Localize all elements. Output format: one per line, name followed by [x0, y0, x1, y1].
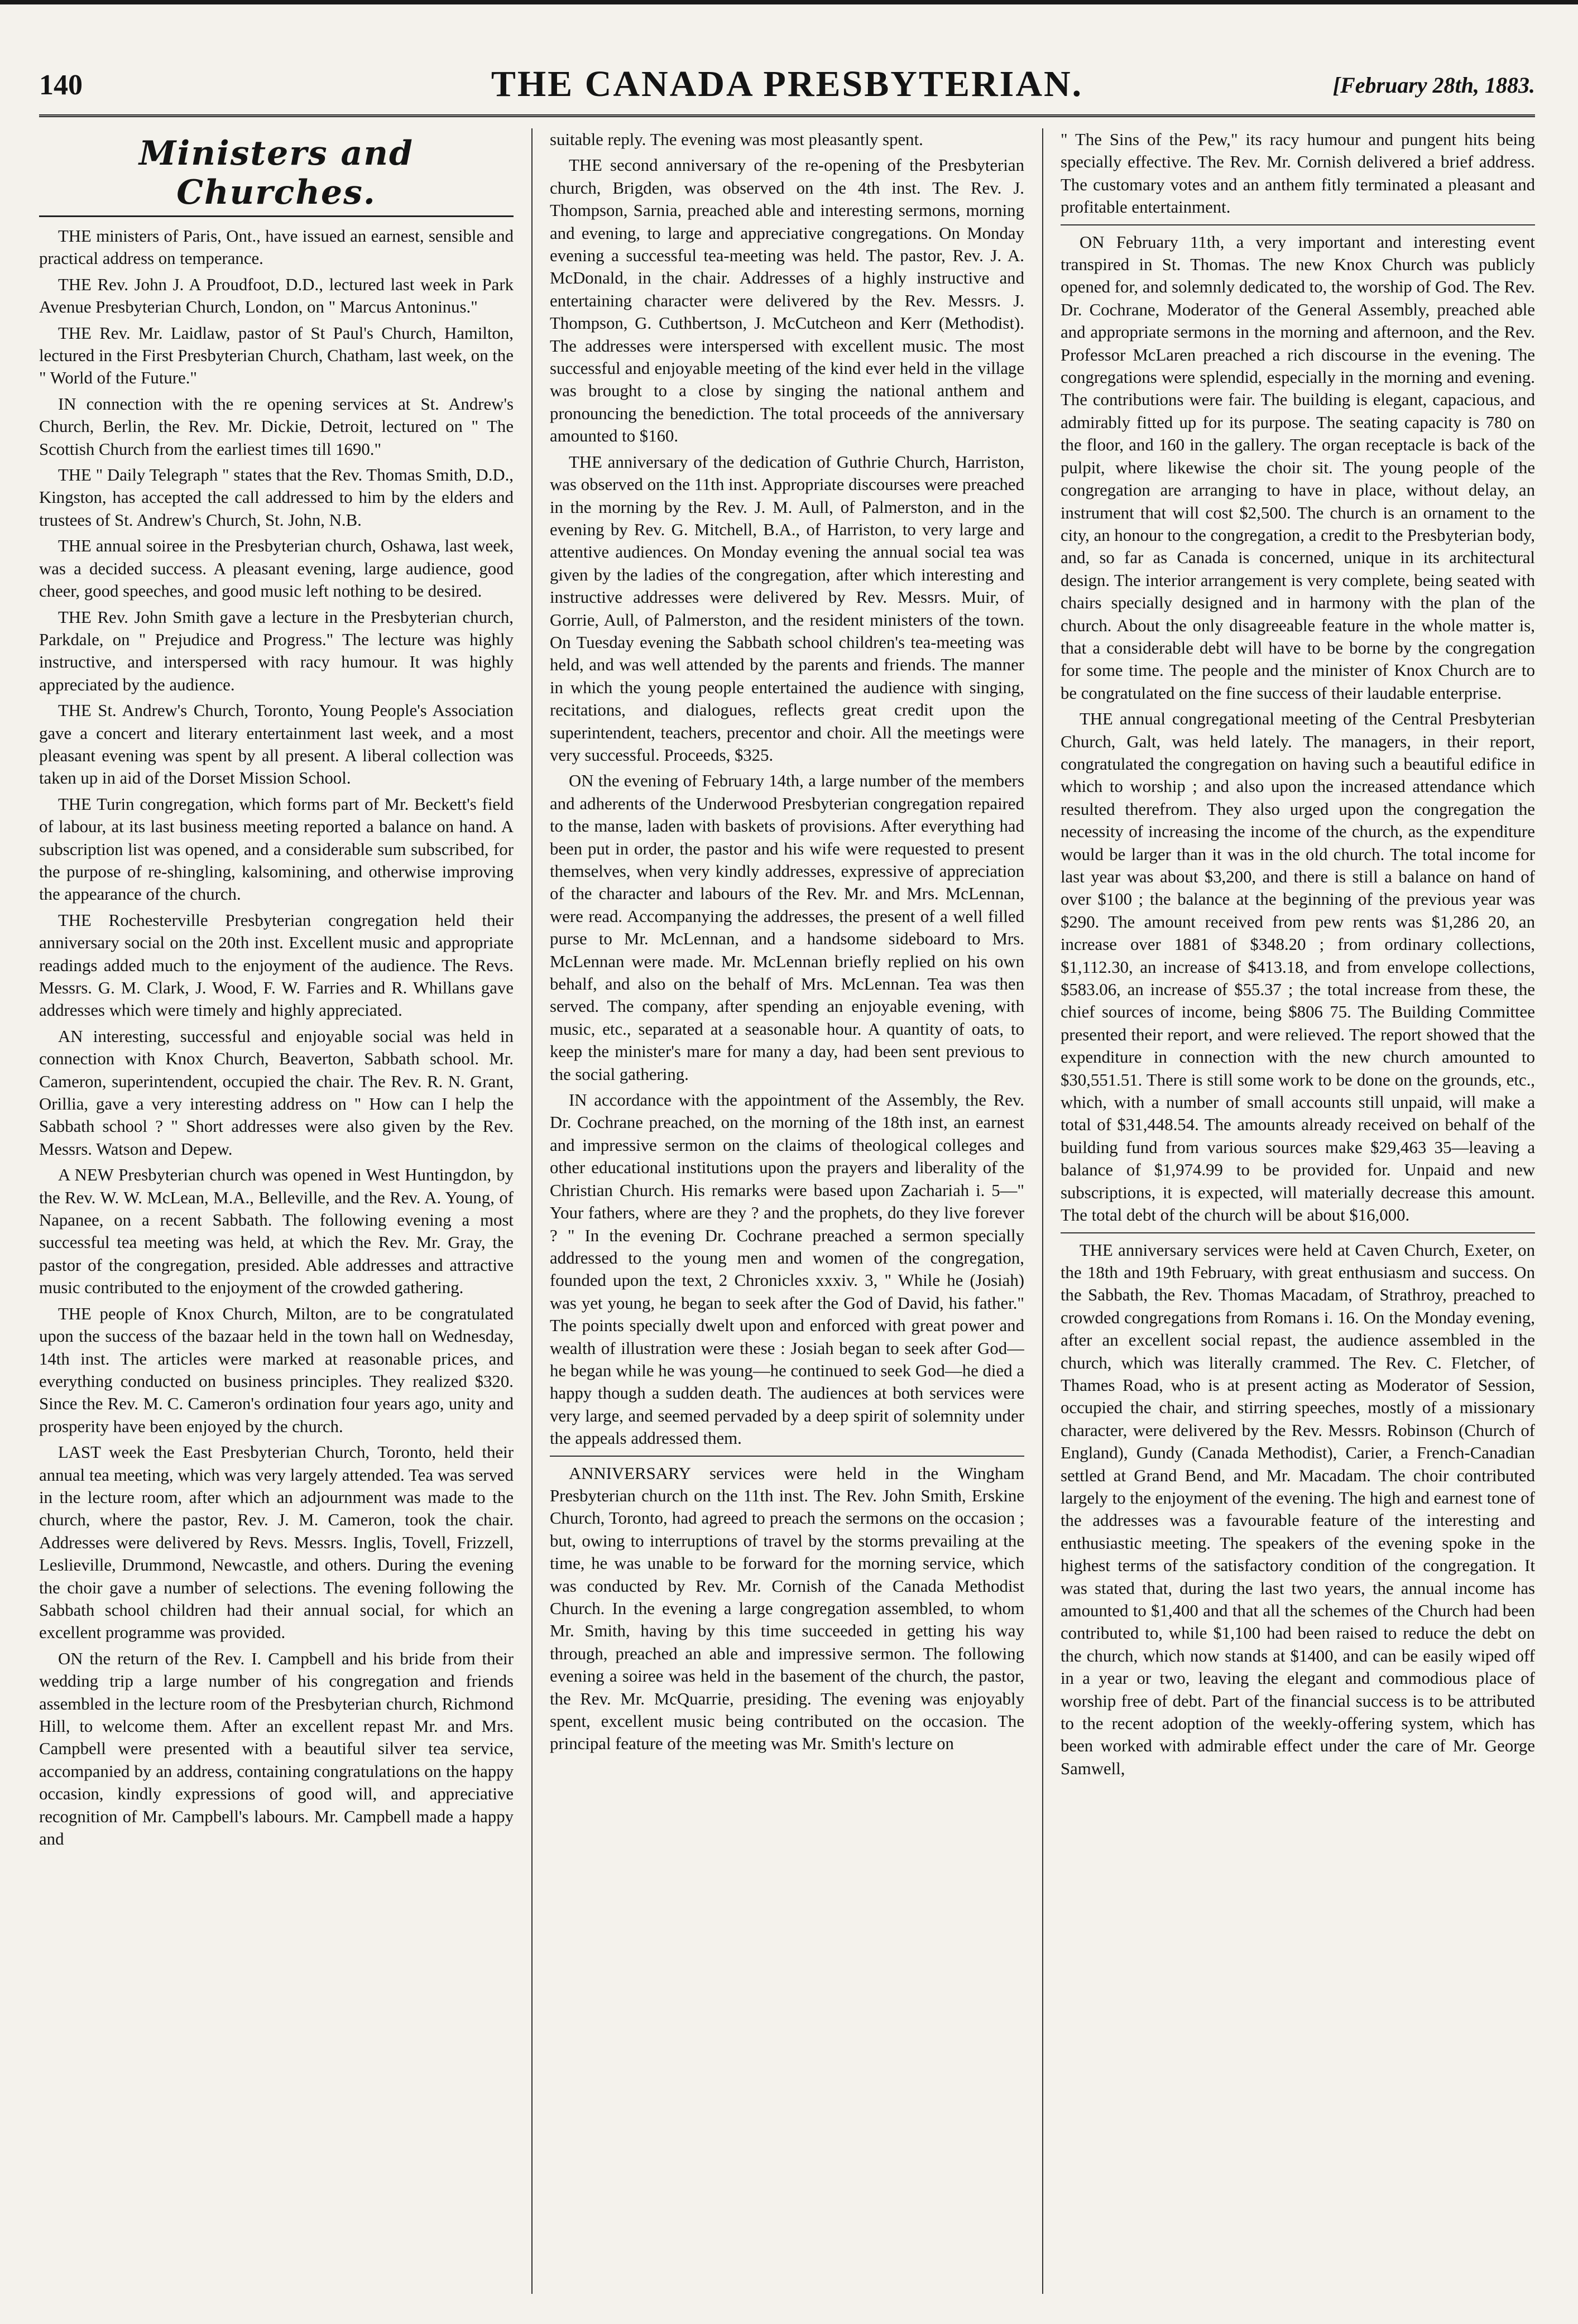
issue-date: [February 28th, 1883.	[1332, 73, 1535, 98]
page-number: 140	[39, 69, 83, 101]
section-title: Ministers and Churches.	[39, 134, 514, 217]
news-paragraph: THE people of Knox Church, Milton, are to be congratulated upon the success of the bazaar held in the town hall on Wednesday, 14th inst. The articles were marked at reasonable prices, and everything conducted on business principles. They realized $320. Since the Rev. M. C. Cameron's ordination four years ago, unity and prosperity have been enjoyed by the church.	[39, 1304, 514, 1436]
column-divider	[531, 128, 533, 2294]
news-paragraph: IN connection with the re opening services at St. Andrew's Church, Berlin, the Rev. Mr. Dickie, Detroit, lectured on " The Scottish Church from the earliest times till 1690."	[39, 394, 514, 459]
column-divider	[1042, 128, 1043, 2294]
news-paragraph: THE Turin congregation, which forms part of Mr. Beckett's field of labour, at its last business meeting reported a balance on hand. A subscription list was opened, and a considerable sum subscribed, for the purpose of re-shingling, kalsomining, and otherwise improving the appearance of the church.	[39, 794, 514, 904]
article-separator	[550, 1456, 1024, 1457]
masthead-rule	[39, 114, 1535, 117]
news-paragraph: ON the return of the Rev. I. Campbell and his bride from their wedding trip a large number of his congregation and friends assembled in the lecture room of the Presbyterian church, Richmond Hill, to welcome them. After an excellent repast Mr. and Mrs. Campbell were presented with a beautiful silver tea service, accompanied by an address, containing congratulations on the happy occasion, kindly expressions of good will, and appreciative recognition of Mr. Campbell's labours. Mr. Campbell made a happy and	[39, 1649, 514, 1849]
masthead	[39, 53, 1535, 109]
news-paragraph: IN accordance with the appointment of the Assembly, the Rev. Dr. Cochrane preached, on the morning of the 18th inst, an earnest and impressive sermon on the claims of theological colleges and other educational institutions upon the prayers and liberality of the Christian Church. His remarks were based upon Zachariah i. 5—" Your fathers, where are they ? and the prophets, do they live forever ? " In the evening Dr. Cochrane preached a sermon specially addressed to the young men and women of the congregation, founded upon the text, 2 Chronicles xxxiv. 3, " While he (Josiah) was yet young, he began to seek after the God of David, his father." The points specially dwelt upon and enforced with great power and wealth of illustration were these : Josiah began to seek after God—he began while he was young—he continued to seek God—he died a happy though a sudden death. The audiences at both services were very large, and seemed pervaded by a deep spirit of solemnity under the appeals addressed them.	[550, 1091, 1024, 1448]
news-paragraph: THE St. Andrew's Church, Toronto, Young People's Association gave a concert and literary entertainment last week, and a most pleasant evening was spent by all present. A liberal collection was taken up in aid of the Dorset Mission School.	[39, 701, 514, 788]
news-paragraph: THE second anniversary of the re-opening of the Presbyterian church, Brigden, was observed on the 4th inst. The Rev. J. Thompson, Sarnia, preached able and interesting sermons, morning and evening, to large and appreciative congregations. On Monday evening a successful tea-meeting was held. The pastor, Rev. J. A. McDonald, in the chair. Addresses of a highly instructive and entertaining character were delivered by the Rev. Messrs. J. Thompson, G. Cuthbertson, J. McCutcheon and Kerr (Methodist). The addresses were interspersed with excellent music. The most successful and enjoyable meeting of the kind ever held in the village was brought to a close by singing the national anthem and pronouncing the benediction. The total proceeds of the anniversary amounted to $160.	[550, 156, 1024, 446]
news-paragraph: THE " Daily Telegraph " states that the Rev. Thomas Smith, D.D., Kingston, has accepted the call addressed to him by the elders and trustees of St. Andrew's Church, St. John, N.B.	[39, 465, 514, 530]
news-paragraph: " The Sins of the Pew," its racy humour and pungent hits being specially effective. The Rev. Mr. Cornish delivered a brief address. The customary votes and an anthem fitly terminated a pleasant and profitable entertainment.	[1061, 130, 1535, 217]
news-paragraph: A NEW Presbyterian church was opened in West Huntingdon, by the Rev. W. W. McLean, M.A., Belleville, and the Rev. A. Young, of Napanee, on a recent Sabbath. The following evening a most successful tea meeting was held, at which the Rev. Mr. Gray, the pastor of the congregation, presided. Able addresses and attractive music contributed to the enjoyment of the crowded gathering.	[39, 1165, 514, 1298]
news-paragraph: THE Rev. John J. A Proudfoot, D.D., lectured last week in Park Avenue Presbyterian Church, London, on " Marcus Antoninus."	[39, 275, 514, 317]
top-border	[0, 0, 1578, 4]
news-paragraph: THE annual congregational meeting of the Central Presbyterian Church, Galt, was held lately. The managers, in their report, congratulated the congregation on having such a beautiful edifice in which to worship ; and also upon the increased attendance which resulted therefrom. They also urged upon the congregation the necessity of increasing the income of the church, as the expenditure would be larger than it was in the old church. The total income for last year was about $3,200, and there is still a balance on hand of over $100 ; the balance at the beginning of the previous year was $290. The amount received from pew rents was $1,286 20, an increase over 1881 of $348.20 ; from ordinary collections, $1,112.30, an increase of $413.18, and from envelope collections, $583.06, an increase of $55.37 ; the total increase from these, the chief sources of income, being $806 75. The Building Committee presented their report, and were relieved. The report showed that the expenditure in connection with the new church amounted to $30,551.51. There is still some work to be done on the grounds, etc., which, with a number of small accounts still unpaid, will make a total of $31,448.54. The amounts already received on behalf of the building fund from various sources make $29,463 35—leaving a balance of $1,974.99 to be provided for. Unpaid and new subscriptions, it is expected, will materially decrease this amount. The total debt of the church will be about $16,000.	[1061, 709, 1535, 1225]
news-paragraph: LAST week the East Presbyterian Church, Toronto, held their annual tea meeting, which was very largely attended. Tea was served in the lecture room, after which an adjournment was made to the church, where the pastor, Rev. J. M. Cameron, took the chair. Addresses were delivered by Revs. Messrs. Inglis, Tovell, Frizzell, Leslieville, Drummond, Newcastle, and others. During the evening the choir gave a number of selections. The evening following the Sabbath school children had their annual social, for which an excellent programme was provided.	[39, 1443, 514, 1643]
news-paragraph: ON February 11th, a very important and interesting event transpired in St. Thomas. The new Knox Church was publicly opened for, and solemnly dedicated to, the worship of God. The Rev. Dr. Cochrane, Moderator of the General Assembly, preached able and appropriate sermons in the morning and afternoon, and the Rev. Professor McLaren preached a rich discourse in the evening. The congregations were splendid, especially in the morning and evening. The contributions were fair. The building is elegant, capacious, and admirably fitted up for its purpose. The seating capacity is 780 on the floor, and 160 in the gallery. The organ receptacle is back of the pulpit, where likewise the choir sit. The young people of the congregation are arranging to have in place, without delay, an instrument that will cost $2,500. The church is an ornament to the city, an honour to the congregation, a credit to the Presbyterian body, and, so far as Canada is concerned, unique in its architectural design. The interior arrangement is very complete, being seated with chairs specially designed and in harmony with the plan of the church. About the only disagreeable feature in the whole matter is, that a considerable debt will have to be borne by the congregation for some time. The people and the minister of Knox Church are to be congratulated on the fine success of their laudable enterprise.	[1061, 232, 1535, 703]
column-1	[39, 128, 514, 2305]
column-3	[1061, 128, 1535, 2305]
news-paragraph: THE Rev. Mr. Laidlaw, pastor of St Paul's Church, Hamilton, lectured in the First Presbyterian Church, Chatham, last week, on the " World of the Future."	[39, 323, 514, 388]
column-2	[550, 128, 1024, 2305]
news-paragraph: THE anniversary services were held at Caven Church, Exeter, on the 18th and 19th February, with great enthusiasm and success. On the Sabbath, the Rev. Thomas Macadam, of Strathroy, preached to crowded congregations from Romans i. 16. On the Monday evening, after an excellent social repast, the audience assembled in the church, which was literally crammed. The Rev. C. Fletcher, of Thames Road, who is at present acting as Moderator of Session, occupied the chair, and stirring speeches, mostly of a missionary character, were delivered by the Rev. Messrs. Robinson (Church of England), Gundy (Canada Methodist), Carier, a French-Canadian settled at Grand Bend, and Mr. Macadam. The choir contributed largely to the enjoyment of the evening. The high and earnest tone of the addresses was a favourable feature of the interesting and enthusiastic meeting. The speakers of the evening spoke in the highest terms of the satisfactory condition of the congregation. It was stated that, during the last two years, the annual income has amounted to $1,400 and that all the schemes of the Church had been contributed to, while $1,100 had been raised to reduce the debt on the church, which now stands at $1400, and can be easily wiped off in a year or two, leaving the elegant and commodious place of worship free of debt. Part of the financial success is to be attributed to the recent adoption of the weekly-offering system, which has been worked with admirable effect under the care of Mr. George Samwell,	[1061, 1240, 1535, 1778]
news-paragraph: THE Rev. John Smith gave a lecture in the Presbyterian church, Parkdale, on " Prejudice and Progress." The lecture was highly instructive, and interspersed with racy humour. It was highly appreciated by the audience.	[39, 607, 514, 694]
news-paragraph: THE ministers of Paris, Ont., have issued an earnest, sensible and practical address on temperance.	[39, 227, 514, 268]
news-paragraph: AN interesting, successful and enjoyable social was held in connection with Knox Church, Beaverton, Sabbath school. Mr. Cameron, superintendent, occupied the chair. The Rev. R. N. Grant, Orillia, gave a very interesting address on " How can I help the Sabbath school ? " Short addresses were also given by the Rev. Messrs. Watson and Depew.	[39, 1026, 514, 1159]
news-paragraph: THE annual soiree in the Presbyterian church, Oshawa, last week, was a decided success. A pleasant evening, large audience, good cheer, good speeches, and good music left nothing to be desired.	[39, 536, 514, 601]
newspaper-title: THE CANADA PRESBYTERIAN.	[491, 64, 1083, 104]
news-paragraph: suitable reply. The evening was most pleasantly spent.	[550, 130, 923, 149]
article-separator	[1061, 1232, 1535, 1233]
news-paragraph: ON the evening of February 14th, a large number of the members and adherents of the Underwood Presbyterian congregation repaired to the manse, laden with baskets of provisions. After everything had been put in order, the pastor and his wife were requested to present themselves, when very kindly addresses, expressive of appreciation of the character and labours of the Rev. Mr. and Mrs. McLennan, were read. Accompanying the addresses, the present of a well filled purse to Mr. McLennan, and a handsome sideboard to Mrs. McLennan were made. Mr. McLennan briefly replied on his own behalf, and also on the behalf of Mrs. McLennan. Tea was then served. The company, after spending an enjoyable evening, with music, etc., separated at a seasonable hour. A quantity of oats, to keep the minister's mare for many a day, had been sent previous to the social gathering.	[550, 771, 1024, 1084]
news-paragraph: THE anniversary of the dedication of Guthrie Church, Harriston, was observed on the 11th inst. Appropriate discourses were preached in the morning by the Rev. J. M. Aull, of Palmerston, and in the evening by Rev. G. Mitchell, B.A., of Harriston, to very large and attentive audiences. On Monday evening the annual social tea was given by the ladies of the congregation, after which interesting and instructive addresses were delivered by Rev. Messrs. Muir, of Gorrie, Aull, of Palmerston, and the resident ministers of the town. On Tuesday evening the Sabbath school children's tea-meeting was held, and was well attended by the parents and friends. The manner in which the young people entertained the audience with singing, recitations, and dialogues, reflects great credit upon the superintendent, teachers, precentor and choir. All the meetings were very successful. Proceeds, $325.	[550, 452, 1024, 765]
article-columns	[39, 128, 1535, 2305]
news-paragraph: ANNIVERSARY services were held in the Wingham Presbyterian church on the 11th inst. The Rev. John Smith, Erskine Church, Toronto, had agreed to preach the sermons on the occasion ; but, owing to interruptions of travel by the storms prevailing at the time, he was unable to be forward for the morning service, which was conducted by Rev. Mr. Cornish of the Canada Methodist Church. In the evening a large congregation assembled, to whom Mr. Smith, having by this time succeeded in getting his way through, preached an able and impressive sermon. The following evening a soiree was held in the basement of the church, the pastor, the Rev. Mr. McQuarrie, presiding. The evening was enjoyably spent, excellent music being contributed on the occasion. The principal feature of the meeting was Mr. Smith's lecture on	[550, 1463, 1024, 1754]
article-separator	[1061, 224, 1535, 225]
news-paragraph: THE Rochesterville Presbyterian congregation held their anniversary social on the 20th inst. Excellent music and appropriate readings added much to the enjoyment of the audience. The Revs. Messrs. G. M. Clark, J. Wood, F. W. Farries and R. Whillans gave addresses which were timely and highly appreciated.	[39, 910, 514, 1020]
